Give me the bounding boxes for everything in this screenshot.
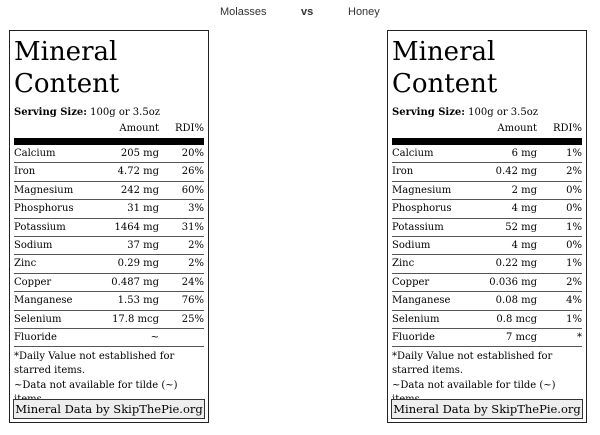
- mineral-panel-right: [387, 30, 587, 423]
- serving-size: [14, 106, 204, 122]
- header-amount: Amount: [119, 123, 159, 134]
- mineral-rdi: 0%: [566, 239, 582, 251]
- table-row: [392, 311, 582, 329]
- mineral-table: [392, 145, 582, 347]
- mineral-amount: 0.29 mg: [117, 258, 159, 270]
- mineral-name: Copper: [392, 276, 430, 288]
- mineral-name: Zinc: [392, 258, 415, 270]
- mineral-amount: 4 mg: [511, 239, 537, 251]
- credit-link-button[interactable]: Mineral Data by SkipThePie.org: [13, 399, 205, 419]
- table-row: [392, 182, 582, 200]
- mineral-rdi: 25%: [181, 313, 204, 325]
- table-row: [392, 292, 582, 310]
- table-row: [14, 255, 204, 273]
- mineral-rdi: 2%: [566, 276, 582, 288]
- food-right-name: Honey: [348, 6, 380, 18]
- mineral-amount: 1464 mg: [114, 221, 159, 233]
- serving-size-value: 100g or 3.5oz: [90, 107, 160, 118]
- mineral-amount: 6 mg: [511, 148, 537, 159]
- mineral-rdi: 4%: [566, 295, 582, 307]
- mineral-rdi: 2%: [566, 166, 582, 178]
- mineral-amount: 205 mg: [120, 148, 159, 159]
- mineral-rdi: [159, 329, 204, 346]
- mineral-name: Calcium: [14, 148, 56, 159]
- mineral-rdi: 3%: [188, 203, 204, 215]
- panel-title: [14, 31, 204, 102]
- table-row: [14, 200, 204, 218]
- table-row: [14, 292, 204, 310]
- mineral-table: [14, 145, 204, 347]
- panel-title: [392, 31, 582, 102]
- mineral-name: Iron: [392, 166, 414, 178]
- mineral-name: Sodium: [14, 239, 53, 251]
- table-row: [14, 163, 204, 181]
- table-row: [392, 163, 582, 181]
- vs-label: vs: [301, 6, 314, 18]
- mineral-amount: 0.42 mg: [495, 166, 537, 178]
- mineral-name: Selenium: [14, 313, 62, 325]
- credit-link-button[interactable]: Mineral Data by SkipThePie.org: [391, 399, 583, 419]
- table-row: [392, 219, 582, 237]
- mineral-name: Fluoride: [392, 331, 435, 343]
- note-starred: *Daily Value not established for starred items.: [392, 351, 553, 377]
- table-row: [392, 200, 582, 218]
- serving-size-label: Serving Size:: [14, 107, 87, 118]
- table-row: [392, 329, 582, 347]
- mineral-rdi: 1%: [566, 258, 582, 270]
- mineral-name: Manganese: [392, 295, 451, 307]
- table-row: [14, 274, 204, 292]
- mineral-rdi: 1%: [566, 313, 582, 325]
- table-header: [392, 122, 582, 145]
- mineral-amount: 31 mg: [127, 203, 159, 215]
- mineral-panel-left: [9, 30, 209, 423]
- mineral-name: Phosphorus: [14, 203, 74, 215]
- mineral-rdi: 1%: [566, 221, 582, 233]
- panel-title-line1: Mineral: [14, 37, 118, 67]
- mineral-rdi: 31%: [181, 221, 204, 233]
- header-rdi: RDI%: [175, 123, 204, 134]
- mineral-name: Sodium: [392, 239, 431, 251]
- mineral-name: Magnesium: [14, 184, 74, 196]
- note-starred: *Daily Value not established for starred items.: [14, 351, 175, 377]
- table-row: [392, 145, 582, 163]
- mineral-amount: 17.8 mcg: [112, 313, 159, 325]
- note-tilde: ~Data not available for tilde (~): [392, 380, 556, 392]
- mineral-rdi: 2%: [188, 258, 204, 270]
- mineral-rdi: 0%: [566, 184, 582, 196]
- mineral-name: Zinc: [14, 258, 37, 270]
- table-row: [14, 237, 204, 255]
- table-row: [14, 182, 204, 200]
- mineral-name: Magnesium: [392, 184, 452, 196]
- mineral-rdi: *: [577, 331, 582, 343]
- panel-title-line2: Content: [14, 69, 120, 99]
- mineral-name: Potassium: [392, 221, 444, 233]
- mineral-amount: 4.72 mg: [117, 166, 159, 178]
- table-row: [14, 219, 204, 237]
- mineral-rdi: 2%: [188, 239, 204, 251]
- mineral-name: Copper: [14, 276, 52, 288]
- mineral-rdi: 26%: [181, 166, 204, 178]
- serving-size-label: Serving Size:: [392, 107, 465, 118]
- mineral-rdi: 60%: [181, 184, 204, 196]
- header-rdi: RDI%: [553, 123, 582, 134]
- mineral-rdi: 0%: [566, 203, 582, 215]
- mineral-name: Phosphorus: [392, 203, 452, 215]
- serving-size: [392, 106, 582, 122]
- table-row: [14, 145, 204, 163]
- header-name: [392, 122, 467, 138]
- table-row: [392, 274, 582, 292]
- mineral-amount: 242 mg: [120, 184, 159, 196]
- mineral-rdi: 24%: [181, 276, 204, 288]
- mineral-name: Calcium: [392, 148, 434, 159]
- table-row: [392, 255, 582, 273]
- serving-size-value: 100g or 3.5oz: [468, 107, 538, 118]
- mineral-name: Selenium: [392, 313, 440, 325]
- panel-title-line2: Content: [392, 69, 498, 99]
- mineral-rdi: 20%: [181, 148, 204, 159]
- mineral-rdi: 76%: [181, 295, 204, 307]
- mineral-name: Iron: [14, 166, 36, 178]
- table-row: [14, 329, 204, 347]
- mineral-rdi: 1%: [566, 148, 582, 159]
- mineral-amount: 0.22 mg: [495, 258, 537, 270]
- table-header: [14, 122, 204, 145]
- panel-title-line1: Mineral: [392, 37, 496, 67]
- table-row: [14, 311, 204, 329]
- mineral-name: Potassium: [14, 221, 66, 233]
- mineral-name: Fluoride: [14, 331, 57, 343]
- comparison-header: [0, 0, 600, 26]
- mineral-amount: 7 mcg: [505, 331, 537, 343]
- mineral-amount: ~: [150, 331, 159, 343]
- mineral-amount: 0.8 mcg: [496, 313, 537, 325]
- mineral-amount: 1.53 mg: [117, 295, 159, 307]
- mineral-amount: 0.08 mg: [495, 295, 537, 307]
- mineral-name: Manganese: [14, 295, 73, 307]
- food-left-name: Molasses: [220, 6, 267, 18]
- table-row: [392, 237, 582, 255]
- mineral-amount: 52 mg: [505, 221, 537, 233]
- header-amount: Amount: [497, 123, 537, 134]
- mineral-amount: 2 mg: [511, 184, 537, 196]
- mineral-amount: 4 mg: [511, 203, 537, 215]
- note-tilde: ~Data not available for tilde (~): [14, 380, 178, 392]
- mineral-amount: 37 mg: [127, 239, 159, 251]
- mineral-amount: 0.487 mg: [111, 276, 159, 288]
- header-name: [14, 122, 89, 138]
- mineral-amount: 0.036 mg: [489, 276, 537, 288]
